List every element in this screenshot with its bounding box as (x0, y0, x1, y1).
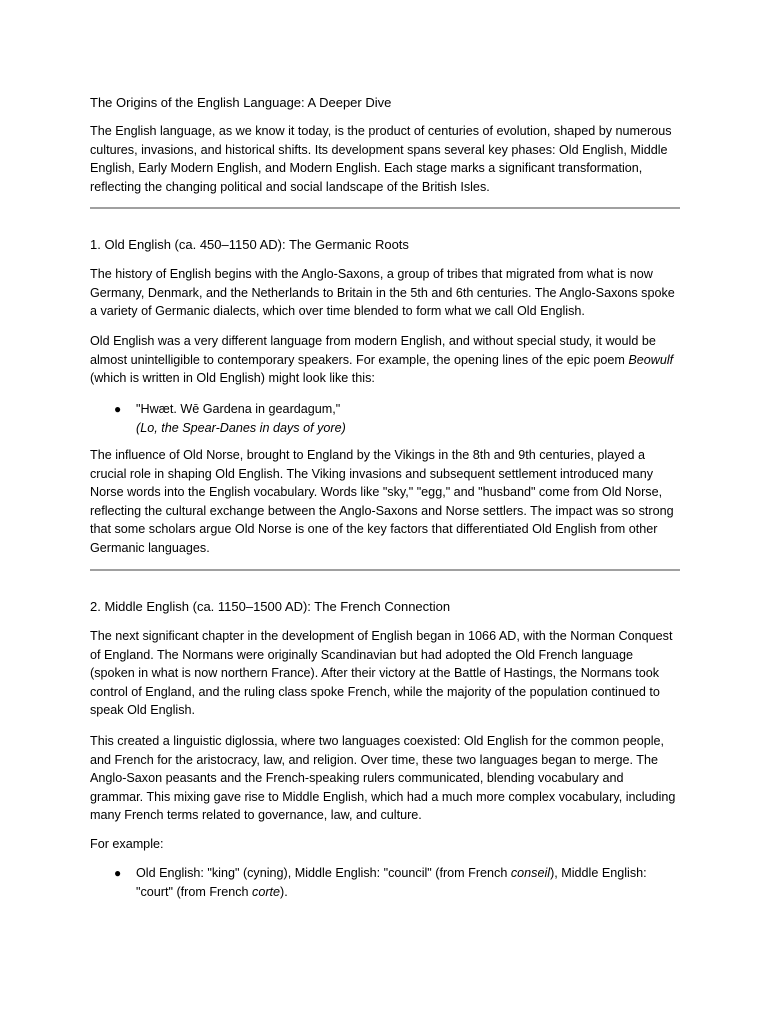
document-title: The Origins of the English Language: A Deeper Dive (90, 95, 392, 110)
quote-line: "Hwæt. Wē Gardena in geardagum," (136, 402, 341, 416)
poem-title: Beowulf (628, 352, 674, 367)
bullet-icon: ● (114, 402, 122, 416)
old-english-paragraph-3: The influence of Old Norse, brought to England by the Vikings in the 8th and 9th centuries, played a crucial role in shaping Old English. The Viking invasions and subsequent settlement introduced many Norse words into the English vocabulary. Words like "sky," "egg," and "husband" come from Old Norse, reflecting the cultural exchange between the Anglo-Saxons and Norse settlers. The impact was so strong that some scholars argue Old Norse is one of the key factors that differentiated Old English from other Germanic languages. (90, 448, 674, 555)
bullet-text (136, 864, 680, 901)
bullet-text-part: Old English: "king" (cyning), Middle English: "council" (from French (136, 866, 511, 880)
section-divider (90, 207, 680, 209)
bullet-text-part: ), Middle English: "court" (from French (136, 866, 647, 899)
quote-translation: (Lo, the Spear-Danes in days of yore) (136, 420, 346, 435)
middle-english-paragraph-2: This created a linguistic diglossia, where two languages coexisted: Old English for the common people, and French for the aristocracy, law, and religion. Over time, these two languages began to merge. The Anglo-Saxon peasants and the French-speaking rulers communicated, blending vocabulary and grammar. This mixing gave rise to Middle English, which had a much more complex vocabulary, including many French terms related to governance, law, and culture. (90, 734, 676, 823)
french-term: corte (252, 884, 281, 899)
bullet-text-part: ). (280, 884, 288, 899)
bullet-icon: ● (114, 866, 122, 880)
paragraph-text: (which is written in Old English) might look like this: (90, 371, 375, 386)
old-english-paragraph-1: The history of English begins with the Anglo-Saxons, a group of tribes that migrated from what is now Germany, Denmark, and the Netherlands to Britain in the 5th and 6th centuries. The Anglo-Saxons spoke a variety of Germanic dialects, which over time blended to form what we call Old English. (90, 267, 675, 319)
paragraph-text: Old English was a very different language from modern English, and without special study, it would be almost unintelligible to contemporary speakers. For example, the opening lines of the epic poem (90, 334, 656, 367)
french-term: conseil (510, 866, 551, 880)
section-heading-old-english: 1. Old English (ca. 450–1150 AD): The Germanic Roots (90, 237, 409, 252)
intro-paragraph: The English language, as we know it today, is the product of centuries of evolution, shaped by numerous cultures, invasions, and historical shifts. Its development spans several key phases: Old English, Middle English, Early Modern English, and Modern English. Each stage marks a significant transformation, reflecting the changing political and social landscape of the British Isles. (90, 124, 672, 194)
section-heading-middle-english: 2. Middle English (ca. 1150–1500 AD): The French Connection (90, 599, 451, 614)
bullet-text (136, 400, 680, 437)
old-english-paragraph-2 (90, 332, 680, 388)
middle-english-paragraph-3: For example: (90, 837, 164, 851)
middle-english-paragraph-1: The next significant chapter in the development of English began in 1066 AD, with the Norman Conquest of England. The Normans were originally Scandinavian but had adopted the Old French language (spoken in what is now northern France). After their victory at the Battle of Hastings, the Normans took control of England, and the ruling class spoke French, while the majority of the population continued to speak Old English. (90, 629, 673, 718)
section-divider (90, 569, 680, 571)
